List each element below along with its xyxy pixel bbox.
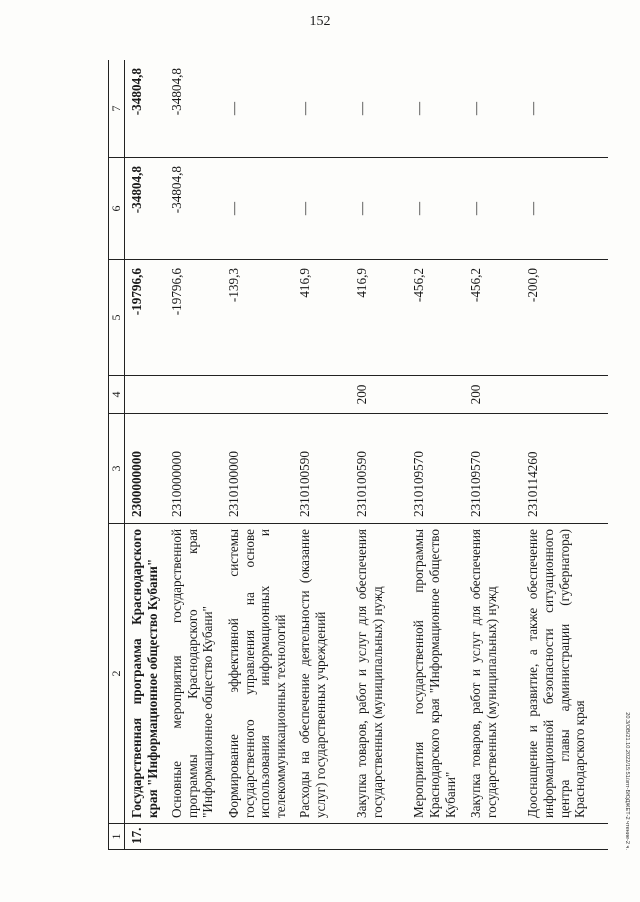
row-value-5: 416,9 — [290, 260, 347, 376]
row-value-7: -34804,8 — [125, 60, 163, 158]
row-kvr — [125, 376, 163, 414]
table-row — [347, 60, 404, 850]
col-header-7: 7 — [109, 60, 125, 158]
table-row — [461, 60, 518, 850]
row-code: 2310109570 — [404, 414, 461, 524]
row-code: 2310100590 — [347, 414, 404, 524]
budget-table-rotated — [108, 60, 608, 850]
row-code: 2310100590 — [290, 414, 347, 524]
row-value-5: 416,9 — [347, 260, 404, 376]
row-name: Мероприятия государственной программы Краснодарского края "Информационное общество Кубани" — [404, 524, 461, 824]
col-header-4: 4 — [109, 376, 125, 414]
row-name: Формирование эффективной системы государственного управления на основе использования информационных и телекоммуникационных технологий — [219, 524, 290, 824]
row-value-7-dash: — — [347, 60, 404, 158]
row-value-7-dash: — — [219, 60, 290, 158]
budget-table — [108, 60, 608, 850]
row-value-6-dash: — — [347, 158, 404, 260]
row-name: Закупка товаров, работ и услуг для обеспечения государственных (муниципальных) нужд — [461, 524, 518, 824]
row-value-7-dash: — — [461, 60, 518, 158]
col-header-1: 1 — [109, 824, 125, 850]
row-code: 2310000000 — [162, 414, 219, 524]
row-value-5: -456,2 — [461, 260, 518, 376]
row-number — [162, 824, 219, 850]
row-value-6: -34804,8 — [162, 158, 219, 260]
table-frame — [108, 60, 608, 850]
row-kvr — [219, 376, 290, 414]
table-row — [404, 60, 461, 850]
row-value-5: -19796,6 — [162, 260, 219, 376]
table-row — [125, 60, 163, 850]
row-number — [347, 824, 404, 850]
row-kvr: 200 — [461, 376, 518, 414]
row-kvr — [518, 376, 608, 414]
row-number — [461, 824, 518, 850]
col-header-5: 5 — [109, 260, 125, 376]
row-code: 2310109570 — [461, 414, 518, 524]
col-header-2: 2 — [109, 524, 125, 824]
row-value-6-dash: — — [461, 158, 518, 260]
row-code: 2310100000 — [219, 414, 290, 524]
row-value-5: -139,3 — [219, 260, 290, 376]
table-row — [162, 60, 219, 850]
row-kvr — [404, 376, 461, 414]
row-code: 2300000000 — [125, 414, 163, 524]
row-name: Расходы на обеспечение деятельности (оказание услуг) государственных учреждений — [290, 524, 347, 824]
row-name: Дооснащение и развитие, а также обеспечение информационной безопасности ситуационного центра главы администрации (губернатора) Краснодарского края — [518, 524, 608, 824]
row-number — [290, 824, 347, 850]
table-row — [290, 60, 347, 850]
row-kvr — [290, 376, 347, 414]
row-code: 2310114260 — [518, 414, 608, 524]
row-value-6-dash: — — [219, 158, 290, 260]
row-kvr — [162, 376, 219, 414]
row-kvr: 200 — [347, 376, 404, 414]
row-value-5: -19796,6 — [125, 260, 163, 376]
row-number — [219, 824, 290, 850]
row-value-6: -34804,8 — [125, 158, 163, 260]
row-value-7-dash: — — [518, 60, 608, 158]
row-name: Государственная программа Краснодарского края "Информационное общество Кубани" — [125, 524, 163, 824]
row-number — [404, 824, 461, 850]
col-header-3: 3 — [109, 414, 125, 524]
col-header-6: 6 — [109, 158, 125, 260]
side-stamp — [616, 60, 630, 850]
row-value-7: -34804,8 — [162, 60, 219, 158]
table-row — [219, 60, 290, 850]
row-value-5: -456,2 — [404, 260, 461, 376]
row-value-5: -200,0 — [518, 260, 608, 376]
row-value-7-dash: — — [290, 60, 347, 158]
row-name: Основные мероприятия государственной программы Краснодарского края "Информационное общество Кубани" — [162, 524, 219, 824]
table-row — [518, 60, 608, 850]
row-value-6-dash: — — [290, 158, 347, 260]
row-value-7-dash: — — [404, 60, 461, 158]
row-number: 17. — [125, 824, 163, 850]
row-value-6-dash: — — [404, 158, 461, 260]
page-number: 152 — [309, 14, 331, 29]
row-name: Закупка товаров, работ и услуг для обеспечения государственных (муниципальных) нужд — [347, 524, 404, 824]
table-header-row — [109, 60, 125, 850]
side-stamp-text: 20.3/ОВ/21.10.2022/15:51/зпт-БЮДЖЕТ-2 чтение-2 ч. — [624, 712, 630, 850]
row-number — [518, 824, 608, 850]
row-value-6-dash: — — [518, 158, 608, 260]
